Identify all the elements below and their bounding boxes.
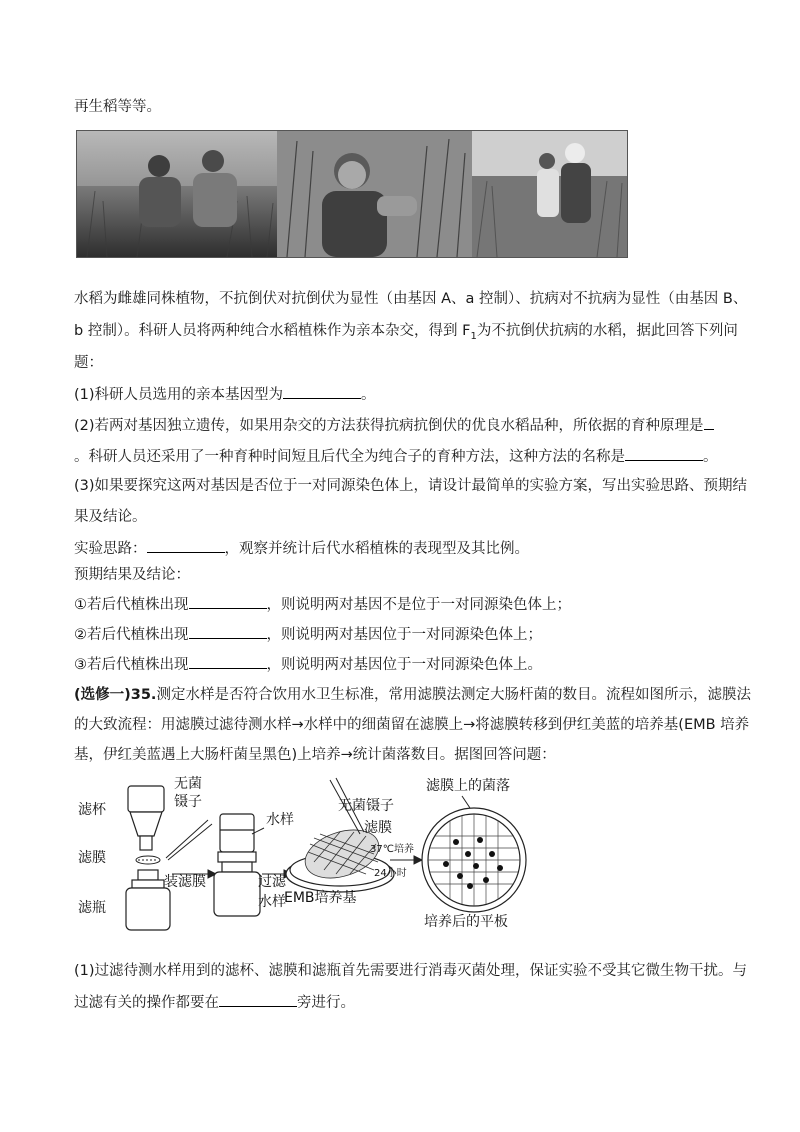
question-stem-line-1: 水稻为雌雄同株植物，不抗倒伏对抗倒伏为显性（由基因 A、a 控制）、抗病对不抗病为显性（由基因 B、 xyxy=(74,291,748,307)
label-membrane: 滤膜 xyxy=(78,850,106,866)
result-1: ①若后代植株出现 ，则说明两对基因不是位于一对同源染色体上； xyxy=(74,594,571,614)
question-35-line-2: 的大致流程：用滤膜过滤待测水样→水样中的细菌留在滤膜上→将滤膜转移到伊红美蓝的培养基(EMB 培养 xyxy=(74,717,750,733)
expected-result-label: 预期结果及结论： xyxy=(74,567,190,583)
answer-blank[interactable] xyxy=(625,446,703,461)
question-3-line-2: 果及结论。 xyxy=(74,509,147,525)
answer-blank[interactable] xyxy=(219,992,297,1007)
label-plate-after: 培养后的平板 xyxy=(424,914,508,930)
membrane-disc xyxy=(136,856,160,864)
tweezers-icon xyxy=(166,820,212,860)
label-emb: EMB培养基 xyxy=(284,890,357,906)
label-water-sample-2: 水样 xyxy=(258,894,286,910)
label-colonies: 滤膜上的菌落 xyxy=(426,778,510,794)
answer-blank[interactable] xyxy=(147,538,225,553)
question-stem-line-3: 题： xyxy=(74,355,103,371)
label-membrane-right: 滤膜 xyxy=(364,820,392,836)
label-install-membrane: 装滤膜 xyxy=(164,874,206,890)
arrow-icon xyxy=(390,856,422,864)
assembled-filter xyxy=(214,814,260,916)
label-water-sample: 水样 xyxy=(266,812,294,828)
result-2: ②若后代植株出现 ，则说明两对基因位于一对同源染色体上； xyxy=(74,624,542,644)
result-3: ③若后代植株出现 ，则说明两对基因位于一对同源染色体上。 xyxy=(74,654,542,674)
label-incubate-2: 24小时 xyxy=(374,868,407,879)
membrane-filtration-diagram xyxy=(74,774,544,934)
answer-blank[interactable] xyxy=(283,384,361,399)
label-sterile-tweezers: 无菌镊子 xyxy=(338,798,394,814)
answer-blank[interactable] xyxy=(189,624,267,639)
question-35-1-line-1: (1)过滤待测水样用到的滤杯、滤膜和滤瓶首先需要进行消毒灭菌处理，保证实验不受其它微生物干扰。与 xyxy=(74,963,748,979)
label-sterile-1: 无菌 xyxy=(174,776,202,792)
question-2-line-1: (2)若两对基因独立遗传，如果用杂交的方法获得抗病抗倒伏的优良水稻品种，所依据的育种原理是 xyxy=(74,415,714,435)
answer-blank[interactable] xyxy=(189,654,267,669)
answer-blank[interactable] xyxy=(704,415,714,430)
label-sterile-2: 镊子 xyxy=(174,794,202,810)
experiment-idea: 实验思路： ，观察并统计后代水稻植株的表现型及其比例。 xyxy=(74,538,529,558)
question-35-1-line-2: 过滤有关的操作都要在 旁进行。 xyxy=(74,992,355,1012)
question-3-line-1: (3)如果要探究这两对基因是否位于一对同源染色体上，请设计最简单的实验方案，写出实验思路、预期结 xyxy=(74,478,748,494)
intro-tail: 再生稻等等。 xyxy=(74,99,161,115)
label-filtering: 过滤 xyxy=(258,874,286,890)
label-incubate-1: 37℃培养 xyxy=(370,844,414,855)
rice-field-photos xyxy=(76,130,628,258)
question-35-line-3: 基，伊红美蓝遇上大肠杆菌呈黑色)上培养→统计菌落数目。据图回答问题： xyxy=(74,747,556,763)
label-filter-cup: 滤杯 xyxy=(78,802,106,818)
question-2-line-2: 。科研人员还采用了一种育种时间短且后代全为纯合子的育种方法，这种方法的名称是 。 xyxy=(74,446,718,466)
question-1: (1)科研人员选用的亲本基因型为 。 xyxy=(74,384,376,404)
question-stem-line-2: b 控制）。科研人员将两种纯合水稻植株作为亲本杂交，得到 $F_1$为不抗倒伏抗病的水稻，据此回答下列问 xyxy=(74,323,738,342)
answer-blank[interactable] xyxy=(189,594,267,609)
question-35-line-1: (选修一)35.测定水样是否符合饮用水卫生标准，常用滤膜法测定大肠杆菌的数目。流程如图所示，滤膜法 xyxy=(74,687,751,703)
label-filter-bottle: 滤瓶 xyxy=(78,900,106,916)
filter-cup xyxy=(128,786,164,850)
